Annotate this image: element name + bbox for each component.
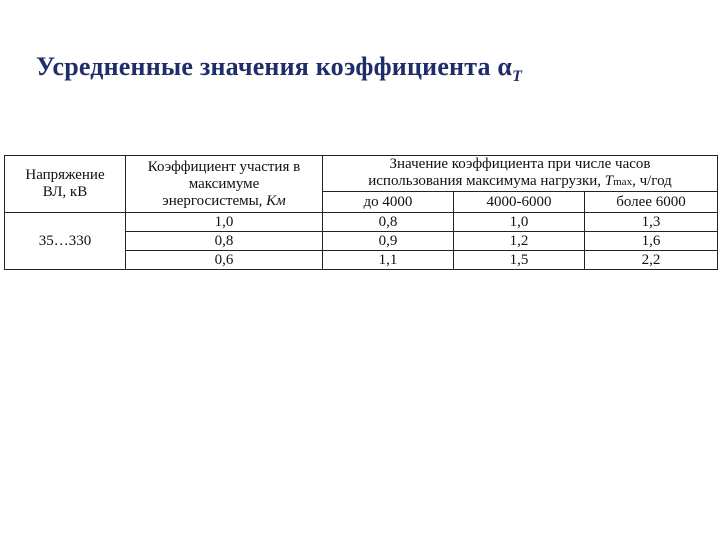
header-km-line1: Коэффициент участия в bbox=[147, 158, 301, 175]
value-cell: 0,9 bbox=[323, 232, 454, 251]
header-km-line3-prefix: энергосистемы, bbox=[162, 192, 267, 209]
value-cell: 1,6 bbox=[585, 232, 718, 251]
header-voltage-line2: ВЛ, кВ bbox=[42, 184, 88, 200]
header-km-line2: максимуме bbox=[188, 175, 260, 192]
header-value-line2 bbox=[325, 173, 715, 191]
value-cell: 1,0 bbox=[454, 213, 585, 232]
header-km bbox=[126, 156, 323, 213]
slide-title bbox=[36, 52, 522, 86]
header-value-line2-prefix: использования максимума нагрузки, bbox=[368, 173, 605, 189]
km-cell: 1,0 bbox=[126, 213, 323, 232]
km-cell: 0,6 bbox=[126, 251, 323, 270]
header-voltage bbox=[5, 156, 126, 213]
value-cell: 1,1 bbox=[323, 251, 454, 270]
header-value-line2-suffix: , ч/год bbox=[632, 173, 672, 189]
subheader-upto-4000: до 4000 bbox=[323, 192, 454, 213]
header-voltage-line1: Напряжение bbox=[25, 167, 105, 183]
header-value-variable: T bbox=[604, 173, 614, 189]
header-value-variable-sub: max bbox=[613, 176, 633, 188]
voltage-cell: 35…330 bbox=[5, 213, 126, 270]
km-cell: 0,8 bbox=[126, 232, 323, 251]
header-value-line1: Значение коэффициента при числе часов bbox=[389, 156, 651, 172]
header-km-variable: Км bbox=[266, 192, 286, 209]
subheader-4000-6000: 4000-6000 bbox=[454, 192, 585, 213]
value-cell: 1,5 bbox=[454, 251, 585, 270]
slide-title-subscript: T bbox=[512, 68, 523, 85]
coefficient-table-container bbox=[4, 155, 717, 270]
coefficient-table bbox=[4, 155, 718, 270]
value-cell: 1,2 bbox=[454, 232, 585, 251]
value-cell: 2,2 bbox=[585, 251, 718, 270]
header-km-line3 bbox=[128, 193, 320, 210]
value-cell: 0,8 bbox=[323, 213, 454, 232]
value-cell: 1,3 bbox=[585, 213, 718, 232]
header-value bbox=[323, 156, 718, 192]
slide-title-text: Усредненные значения коэффициента α bbox=[36, 52, 513, 81]
table-row bbox=[5, 213, 718, 232]
subheader-over-6000: более 6000 bbox=[585, 192, 718, 213]
